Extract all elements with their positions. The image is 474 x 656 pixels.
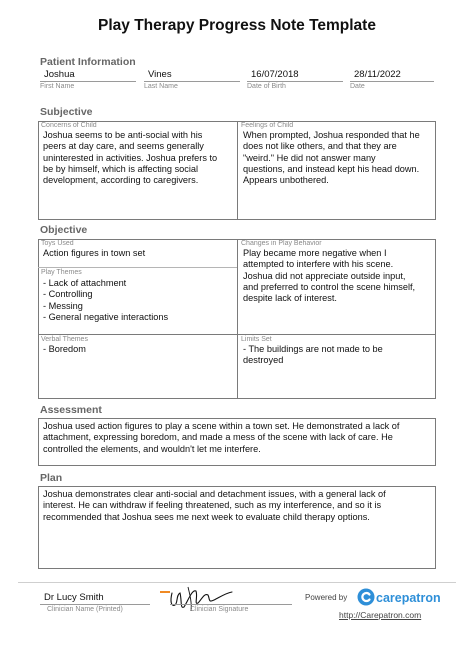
objective-heading: Objective [40,224,88,236]
concerns-cell[interactable] [38,121,237,220]
text-line: questions, and instead kept his head down. [243,163,420,174]
changes-cell[interactable] [238,239,436,334]
text-line: and preferred to control the scene himself, [243,281,416,292]
toys-cell[interactable] [38,239,237,267]
text-line: Joshua seems to be anti-social with his [43,130,203,140]
powered-by-text: Powered by [305,593,348,602]
text-line: Joshua used action figures to play a scene within a town set. He demonstrated a lack of [43,421,400,431]
clinician-name-label: Clinician Name (Printed) [47,606,123,613]
text-line: - General negative interactions [43,311,169,322]
assessment-box[interactable] [38,418,436,466]
feelings-label: Feelings of Child [241,122,294,129]
text-line: does not like others, and that they are [243,141,397,152]
text-line: uninterested in activities. Joshua prefers to [43,152,218,163]
last-name-label: Last Name [144,83,178,90]
dob-label: Date of Birth [247,83,286,90]
text-line: attachment, expressing boredom, and made a mess of the scene with lack of care. He [43,432,393,443]
clinician-name-line [40,604,150,605]
text-line: despite lack of interest. [243,293,337,304]
themes-label: Play Themes [41,269,82,276]
text-line: interest. He can withdraw if feeling threatened, such as my interference, and so it is [43,500,382,511]
text-line: controlled the elements, and wouldn't let me interfere. [43,443,261,454]
concerns-label: Concerns of Child [41,122,97,129]
text-line: "weird." He did not answer many [243,152,376,163]
text-line: - Controlling [43,289,93,300]
assessment-heading: Assessment [40,404,102,416]
changes-label: Changes in Play Behavior [241,240,322,247]
text-line: When prompted, Joshua responded that he [243,130,420,140]
text-line: - The buildings are not made to be [243,344,383,354]
text-line: Action figures in town set [43,248,146,258]
subjective-heading: Subjective [40,106,93,118]
first-name-line [40,81,136,82]
date-line [350,81,434,82]
text-line: - Messing [43,300,83,311]
text-line: destroyed [243,355,284,366]
limits-label: Limits Set [241,336,272,343]
signature-label: Clinician Signature [190,606,249,613]
feelings-cell[interactable] [238,121,436,220]
first-name-value[interactable]: Joshua [44,69,75,80]
first-name-label: First Name [40,83,75,90]
verbal-label: Verbal Themes [41,336,88,343]
dob-value[interactable]: 16/07/2018 [251,69,299,80]
page-title: Play Therapy Progress Note Template [98,17,376,34]
text-line: recommended that Joshua sees me next week to evaluate child therapy options. [43,511,370,522]
text-line: Joshua demonstrates clear anti-social and detachment issues, with a general lack of [43,489,386,499]
text-line: Joshua did not appreciate outside input, [243,270,406,281]
signature-line [170,604,292,605]
text-line: Play became more negative when I [243,248,387,258]
text-line: development, according to caregivers. [43,175,199,186]
carepatron-link[interactable]: http://Carepatron.com [339,610,422,620]
date-value[interactable]: 28/11/2022 [354,69,401,80]
dob-line [247,81,343,82]
last-name-value[interactable]: Vines [148,69,172,80]
text-line: be by himself, which is affecting social [43,163,199,174]
text-line: peers at day care, and seems generally [43,141,204,152]
limits-cell[interactable] [238,335,436,399]
carepatron-brand: carepatron [376,591,441,605]
toys-label: Toys Used [41,240,74,247]
verbal-cell[interactable] [38,335,237,399]
themes-cell[interactable] [38,268,237,334]
text-line: attempted to interfere with his scene. [243,259,394,270]
text-line: Appears unbothered. [243,175,329,186]
last-name-line [144,81,240,82]
carepatron-logo-icon [357,588,375,606]
plan-box[interactable] [38,486,436,569]
plan-heading: Plan [40,472,63,484]
text-line: - Lack of attachment [43,278,127,288]
text-line: - Boredom [43,344,86,354]
clinician-name-value[interactable]: Dr Lucy Smith [44,592,104,603]
patient-info-heading: Patient Information [40,56,136,68]
date-label: Date [350,83,365,90]
